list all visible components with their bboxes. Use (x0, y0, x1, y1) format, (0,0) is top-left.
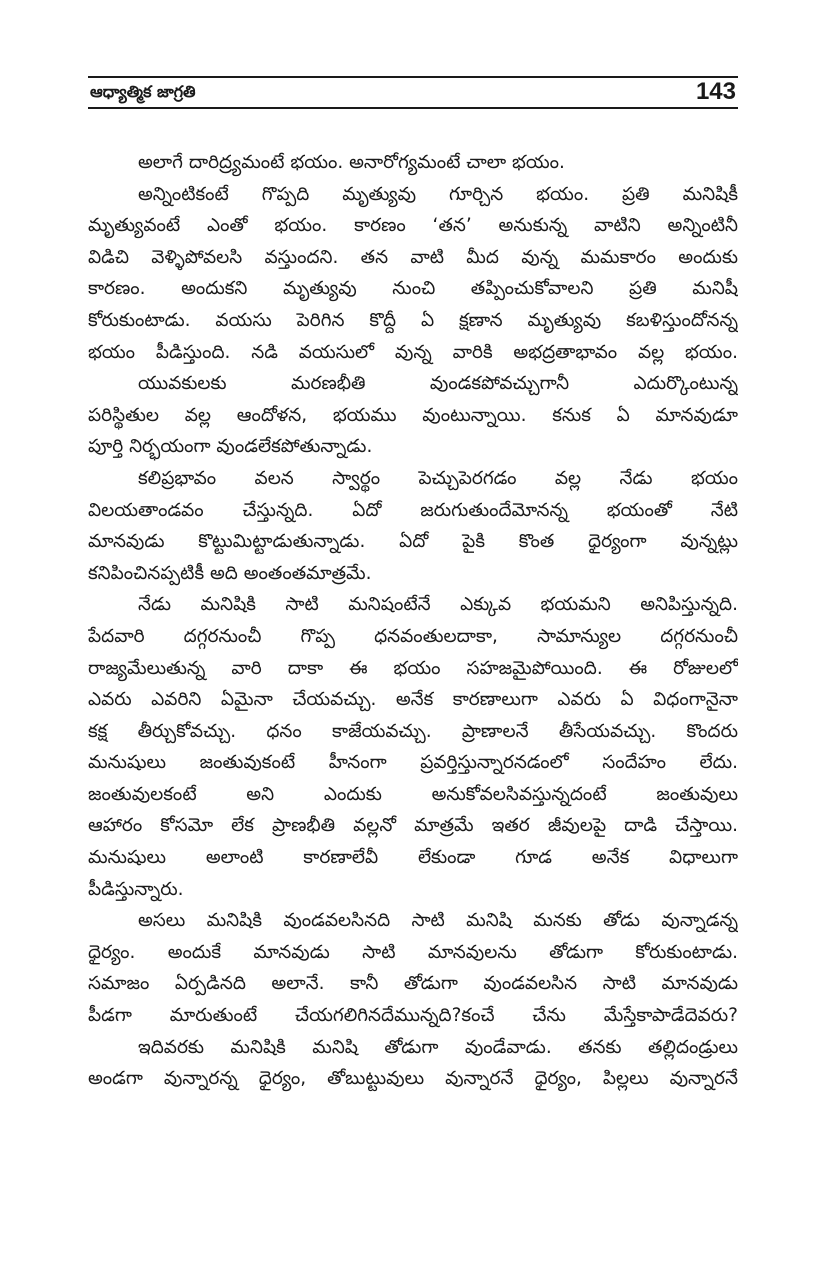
text-line: విలయతాండవం చేస్తున్నది. ఏదో జరుగుతుందేమోనన్న భయంతో నేటి (88, 499, 738, 521)
text-line: అలాగే దారిద్ర్యమంటే భయం. అనారోగ్యమంటే చాలా భయం. (138, 152, 565, 173)
text-line: పీడగా మారుతుంటే చేయగలిగినదేమున్నది?కంచే చేను మేస్తేకాపాడేదెవరు? (88, 1005, 738, 1027)
header-top-rule (88, 76, 738, 78)
header-bottom-rule (88, 107, 738, 109)
text-line: కోరుకుంటాడు. వయసు పెరిగిన కొద్దీ ఏ క్షణాన మృత్యువు కబళిస్తుందోనన్న (88, 309, 738, 331)
text-line: కారణం. అందుకని మృత్యువు నుంచి తప్పించుకోవాలని ప్రతి మనిషీ (88, 278, 738, 300)
text-line: భయం పీడిస్తుంది. నడి వయసులో వున్న వారికి అభద్రతాభావం వల్ల భయం. (88, 341, 738, 363)
text-line: అన్నింటికంటే గొప్పది మృత్యువు గూర్చిన భయం. ప్రతి మనిషికీ (138, 183, 738, 205)
text-line: మృత్యువంటే ఎంతో భయం. కారణం ‘తన’ అనుకున్న వాటిని అన్నింటినీ (88, 215, 738, 237)
text-line: విడిచి వెళ్ళిపోవలసి వస్తుందని. తన వాటి మీద వున్న మమకారం అందుకు (88, 246, 738, 268)
text-line: రాజ్యమేలుతున్న వారి దాకా ఈ భయం సహజమైపోయింది. ఈ రోజులలో (88, 657, 738, 679)
text-line: నేడు మనిషికి సాటి మనిషంటేనే ఎక్కువ భయమని అనిపిస్తున్నది. (138, 594, 738, 616)
text-line: మనుషులు జంతువుకంటే హీనంగా ప్రవర్తిస్తున్నారనడంలో సందేహం లేదు. (88, 752, 738, 774)
text-line: ధైర్యం. అందుకే మానవుడు సాటి మానవులను తోడుగా కోరుకుంటాడు. (88, 941, 738, 963)
text-line: సమాజం ఏర్పడినది అలానే. కానీ తోడుగా వుండవలసిన సాటి మానవుడు (88, 973, 738, 995)
text-line: కనిపించినప్పటికీ అది అంతంతమాత్రమే. (88, 562, 372, 584)
body-text (88, 147, 738, 1095)
running-header (88, 76, 738, 110)
text-line: కలిప్రభావం వలన స్వార్థం పెచ్చుపెరగడం వల్ల నేడు భయం (138, 467, 738, 489)
text-line: పీడిస్తున్నారు. (88, 878, 184, 900)
text-line: మనుషులు అలాంటి కారణాలేవీ లేకుండా గూడ అనేక విధాలుగా (88, 847, 738, 869)
text-line: కక్ష తీర్చుకోవచ్చు. ధనం కాజేయవచ్చు. ప్రాణాలనే తీసేయవచ్చు. కొందరు (88, 720, 738, 742)
text-line: జంతువులకంటే అని ఎందుకు అనుకోవలసివస్తున్నదంటే జంతువులు (88, 783, 738, 805)
running-title: ఆధ్యాత్మిక జాగ్రతి (90, 82, 196, 101)
text-line: పూర్తి నిర్భయంగా వుండలేకపోతున్నాడు. (88, 436, 373, 458)
text-line: మానవుడు కొట్టుమిట్టాడుతున్నాడు. ఏదో పైకి కొంత ధైర్యంగా వున్నట్లు (88, 531, 738, 553)
text-line: అండగా వున్నారన్న ధైర్యం, తోబుట్టువులు వున్నారనే ధైర్యం, పిల్లలు వున్నారనే (88, 1068, 738, 1090)
text-line: ఆహారం కోసమో లేక ప్రాణభీతి వల్లనో మాత్రమే ఇతర జీవులపై దాడి చేస్తాయి. (88, 815, 738, 837)
page-number: 143 (695, 78, 736, 105)
text-line: పరిస్థితుల వల్ల ఆందోళన, భయము వుంటున్నాయి. కనుక ఏ మానవుడూ (88, 404, 738, 426)
text-line: అసలు మనిషికి వుండవలసినది సాటి మనిషి మనకు తోడు వున్నాడన్న (138, 910, 738, 932)
text-line: ఎవరు ఎవరిని ఏమైనా చేయవచ్చు. అనేక కారణాలుగా ఎవరు ఏ విధంగానైనా (88, 689, 738, 711)
text-line: పేదవారి దగ్గరనుంచీ గొప్ప ధనవంతులదాకా, సామాన్యుల దగ్గరనుంచీ (88, 625, 738, 647)
text-line: యువకులకు మరణభీతి వుండకపోవచ్చుగానీ ఎదుర్కొంటున్న (138, 373, 738, 395)
text-line: ఇదివరకు మనిషికి మనిషి తోడుగా వుండేవాడు. తనకు తల్లిదండ్రులు (138, 1036, 738, 1058)
